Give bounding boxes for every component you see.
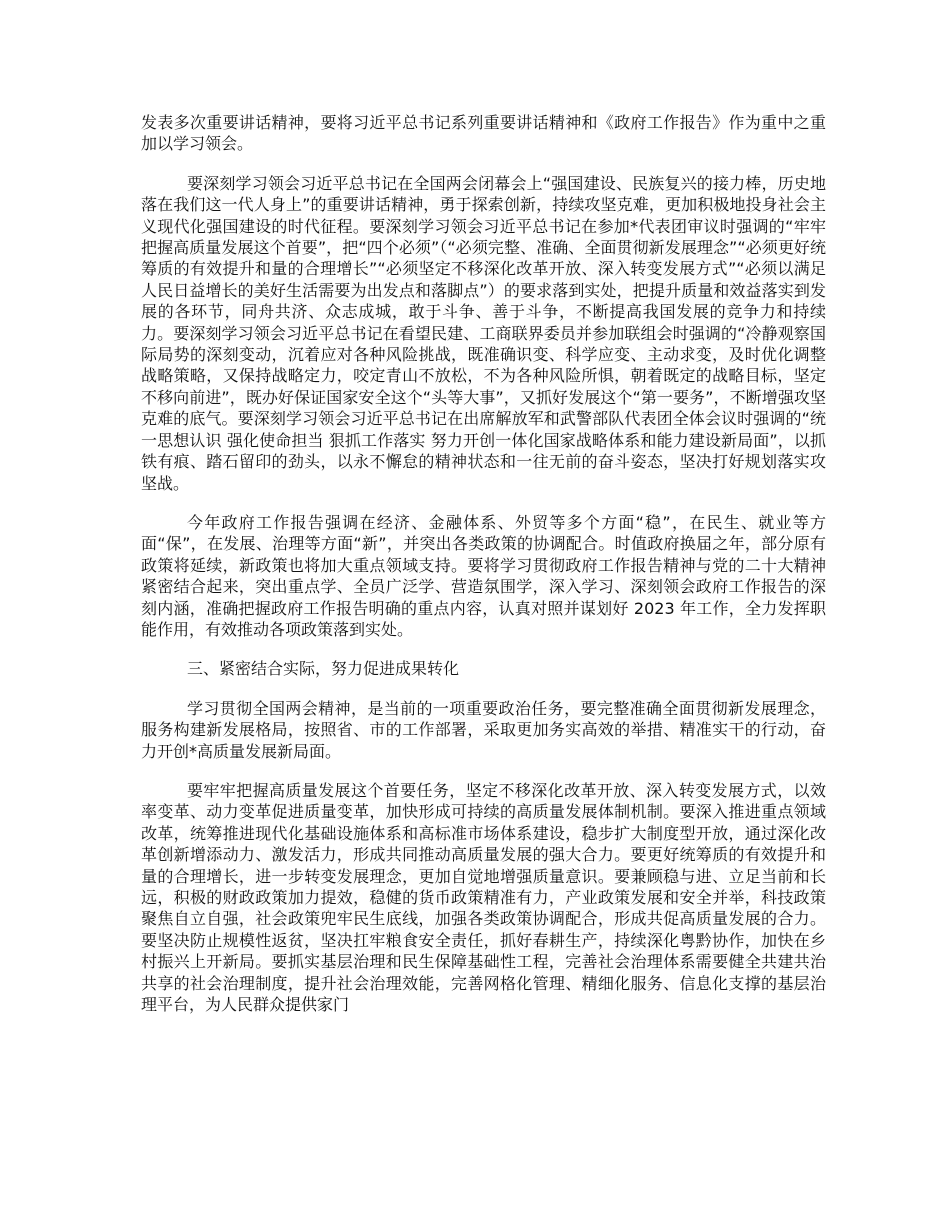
paragraph-4: 学习贯彻全国两会精神，是当前的一项重要政治任务，要完整准确全面贯彻新发展理念，服务构建新发展格局，按照省、市的工作部署，采取更加务实高效的举措、精准实干的行动，奋力开创*高质量发展新局面。 <box>141 698 826 761</box>
paragraph-5: 要牢牢把握高质量发展这个首要任务，坚定不移深化改革开放、深入转变发展方式，以效率变革、动力变革促进质量变革，加快形成可持续的高质量发展体制机制。要深入推进重点领域改革，统筹推进现代化基础设施体系和高标准市场体系建设，稳步扩大制度型开放，通过深化改革创新增添动力、激发活力，形成共同推动高质量发展的强大合力。要更好统筹质的有效提升和量的合理增长，进一步转变发展理念，更加自觉地增强质量意识。要兼顾稳与进、立足当前和长远，积极的财政政策加力提效，稳健的货币政策精准有力，产业政策发展和安全并举，科技政策聚焦自立自强，社会政策兜牢民生底线，加强各类政策协调配合，形成共促高质量发展的合力。要坚决防止规模性返贫，坚决扛牢粮食安全责任，抓好春耕生产，持续深化粤黔协作，加快在乡村振兴上开新局。要抓实基层治理和民生保障基础性工程，完善社会治理体系需要健全共建共治共享的社会治理制度，提升社会治理效能，完善网格化管理、精细化服务、信息化支撑的基层治理平台，为人民群众提供家门 <box>141 780 826 1015</box>
document-page <box>141 112 826 1033</box>
paragraph-1: 发表多次重要讲话精神，要将习近平总书记系列重要讲话精神和《政府工作报告》作为重中之重加以学习领会。 <box>141 113 826 154</box>
section-heading: 三、紧密结合实际，努力促进成果转化 <box>187 659 460 679</box>
paragraph-3: 今年政府工作报告强调在经济、金融体系、外贸等多个方面“稳”，在民生、就业等方面“保”，在发展、治理等方面“新”，并突出各类政策的协调配合。时值政府换届之年，部分原有政策将延续，新政策也将加大重点领域支持。要将学习贯彻政府工作报告精神与党的二十大精神紧密结合起来，突出重点学、全员广泛学、营造氛围学，深入学习、深刻领会政府工作报告的深刻内涵，准确把握政府工作报告明确的重点内容，认真对照并谋划好 2023 年工作，全力发挥职能作用，有效推动各项政策落到实处。 <box>141 512 826 639</box>
paragraph-2: 要深刻学习领会习近平总书记在全国两会闭幕会上“强国建设、民族复兴的接力棒，历史地落在我们这一代人身上”的重要讲话精神，勇于探索创新，持续攻坚克难，更加积极地投身社会主义现代化强国建设的时代征程。要深刻学习领会习近平总书记在参加*代表团审议时强调的“牢牢把握高质量发展这个首要”，把“四个必须”（“必须完整、准确、全面贯彻新发展理念”“必须更好统筹质的有效提升和量的合理增长”“必须坚定不移深化改革开放、深入转变发展方式”“必须以满足人民日益增长的美好生活需要为出发点和落脚点”）的要求落到实处，把提升质量和效益落实到发展的各环节，同舟共济、众志成城，敢于斗争、善于斗争，不断提高我国发展的竞争力和持续力。要深刻学习领会习近平总书记在看望民建、工商联界委员并参加联组会时强调的“冷静观察国际局势的深刻变动，沉着应对各种风险挑战，既准确识变、科学应变、主动求变，及时优化调整战略策略，又保持战略定力，咬定青山不放松，不为各种风险所惧，朝着既定的战略目标，坚定不移向前进”，既办好保证国家安全这个“头等大事”，又抓好发展这个“第一要务”，不断增强攻坚克难的底气。要深刻学习领会习近平总书记在出席解放军和武警部队代表团全体会议时强调的“统一思想认识 强化使命担当 狠抓工作落实 努力开创一体化国家战略体系和能力建设新局面”，以抓铁有痕、踏石留印的劲头，以永不懈怠的精神状态和一往无前的奋斗姿态，坚决打好规划落实攻坚战。 <box>141 173 826 493</box>
